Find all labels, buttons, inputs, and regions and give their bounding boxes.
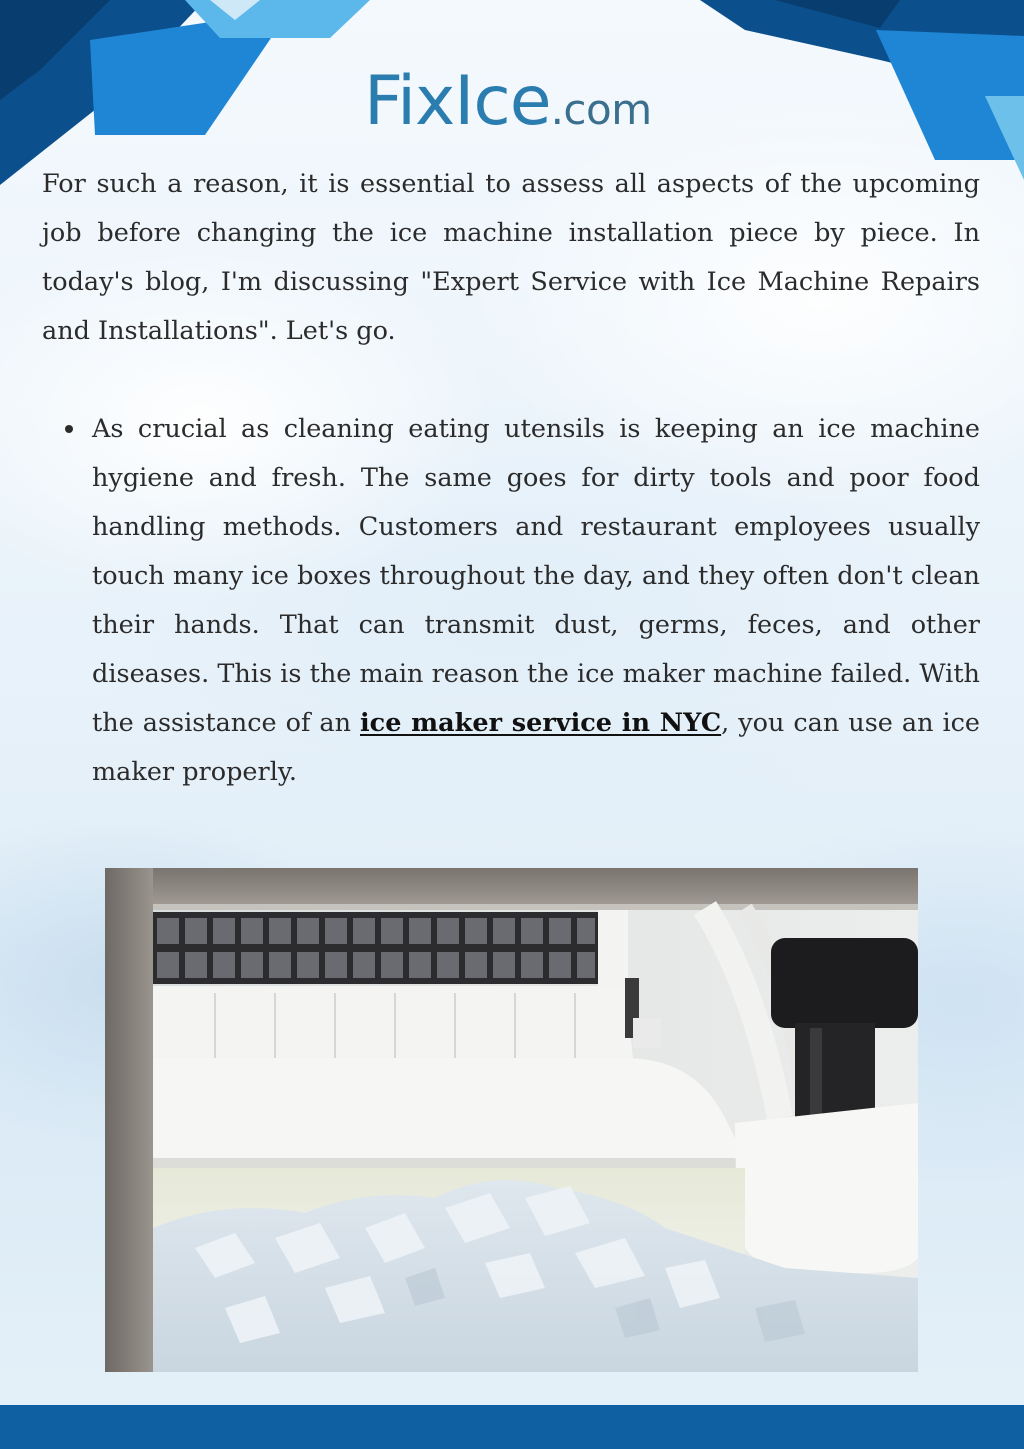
list-item xyxy=(92,405,980,797)
bullet-text-before: As crucial as cleaning eating utensils is keeping an ice machine hygiene and fresh. The same goes for dirty tools and poor food handling methods. Customers and restaurant employees usually touch many ice boxes throughout the day, and they often don't clean their hands. That can transmit dust, germs, feces, and other diseases. This is the main reason the ice maker machine failed. With the assistance of an xyxy=(92,414,980,738)
fixice-logo[interactable] xyxy=(364,62,684,142)
logo-tld: .com xyxy=(550,85,652,134)
ice-machine-photo xyxy=(105,868,918,1372)
deco-shape-right-bright xyxy=(876,30,1024,160)
bullet-text-after: , you can use an ice maker properly. xyxy=(92,708,981,787)
bullet-marker xyxy=(65,425,73,433)
logo-brand: FixIce xyxy=(364,62,551,141)
ice-maker-service-link[interactable]: ice maker service in NYC xyxy=(359,708,722,738)
bullet-list xyxy=(92,405,980,797)
intro-paragraph: For such a reason, it is essential to assess all aspects of the upcoming job before changing the ice machine installation piece by piece. In today's blog, I'm discussing "Expert Service with Ice Machine Repairs and Installations". Let's go. xyxy=(42,169,980,346)
bullet-paragraph xyxy=(92,405,980,797)
footer-bar xyxy=(0,1405,1024,1449)
